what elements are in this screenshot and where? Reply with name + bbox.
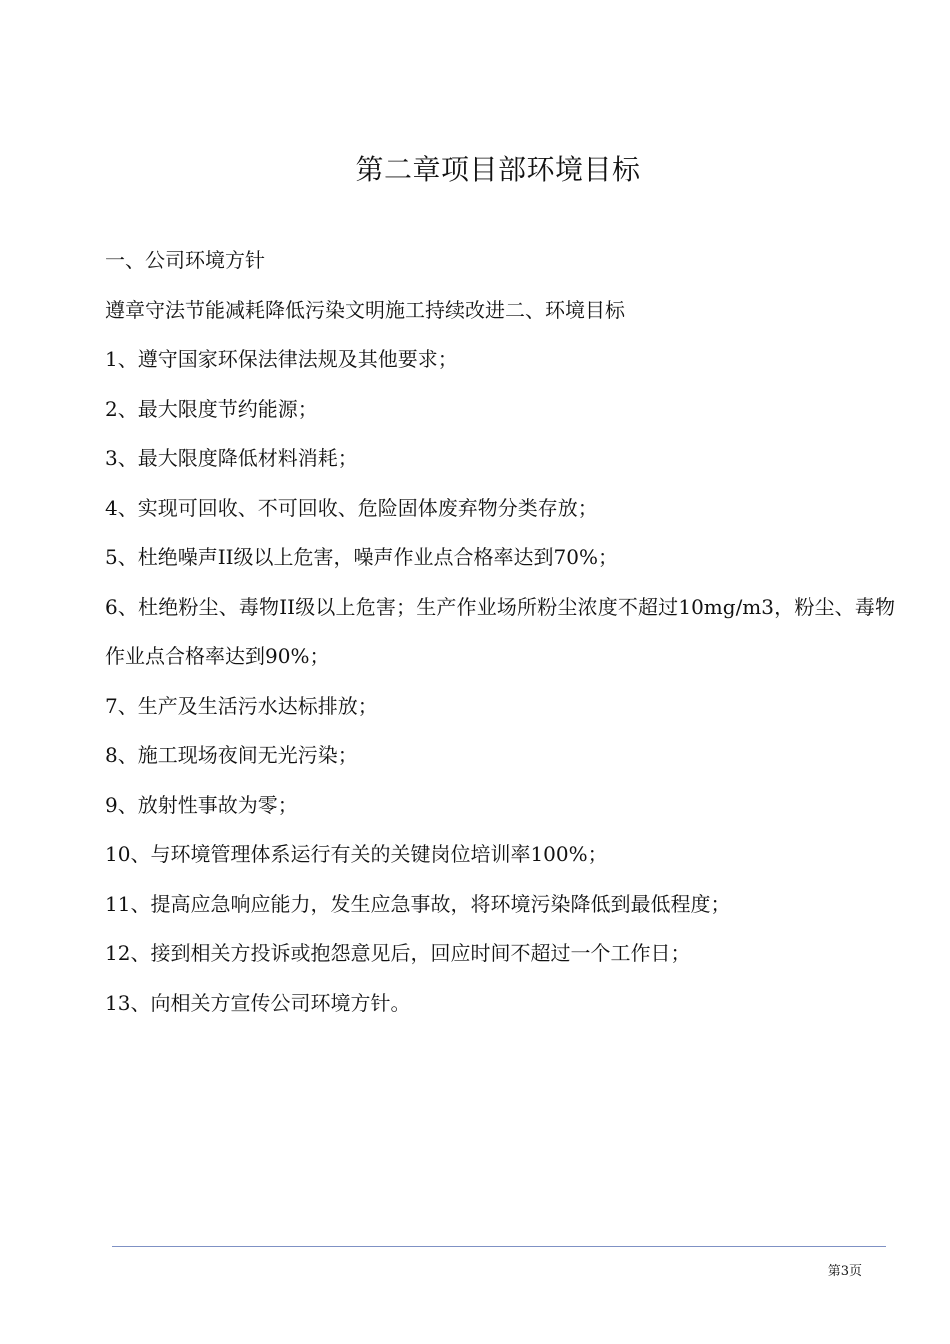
list-item: 4、实现可回收、不可回收、危险固体废弃物分类存放； bbox=[105, 495, 598, 520]
list-item: 2、最大限度节约能源； bbox=[105, 396, 318, 421]
footer-divider bbox=[112, 1246, 886, 1247]
list-item: 8、施工现场夜间无光污染； bbox=[105, 743, 358, 767]
list-item: 6、杜绝粉尘、毒物II级以上危害；生产作业场所粉尘浓度不超过10mg/m3，粉尘、毒物作业点合格率达到90%； bbox=[105, 594, 895, 668]
list-item: 11、提高应急响应能力，发生应急事故，将环境污染降低到最低程度； bbox=[105, 891, 731, 916]
list-item: 10、与环境管理体系运行有关的关键岗位培训率100%； bbox=[105, 842, 608, 866]
page-title: 第二章项目部环境目标 bbox=[355, 153, 641, 186]
list-item: 7、生产及生活污水达标排放； bbox=[105, 693, 378, 718]
page-number: 第3页 bbox=[827, 1264, 862, 1279]
list-item: 5、杜绝噪声II级以上危害，噪声作业点合格率达到70%； bbox=[105, 545, 618, 569]
section-heading-policy: 一、公司环境方针 bbox=[105, 248, 265, 272]
policy-statement: 遵章守法节能减耗降低污染文明施工持续改进二、环境目标 bbox=[105, 297, 625, 322]
list-item: 9、放射性事故为零； bbox=[105, 792, 298, 817]
list-item: 13、向相关方宣传公司环境方针。 bbox=[105, 990, 411, 1015]
list-item: 3、最大限度降低材料消耗； bbox=[105, 446, 358, 470]
document-body bbox=[105, 236, 895, 1028]
list-item: 12、接到相关方投诉或抱怨意见后，回应时间不超过一个工作日； bbox=[105, 941, 691, 965]
list-item: 1、遵守国家环保法律法规及其他要求； bbox=[105, 347, 458, 371]
